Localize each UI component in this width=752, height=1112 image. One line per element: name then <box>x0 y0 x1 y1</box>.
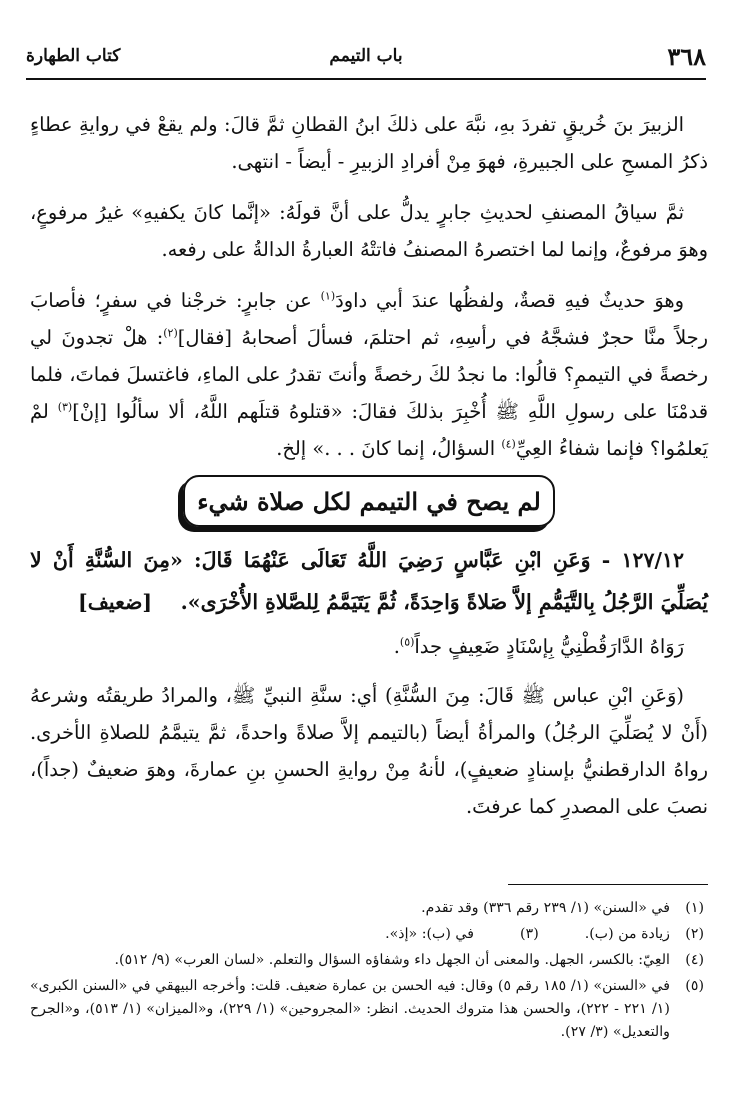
footnote-ref: (٤) <box>501 437 516 451</box>
footnote-ref: (٢) <box>163 326 178 340</box>
paragraph-3: وهوَ حديثٌ فيهِ قصةٌ، ولفظُها عندَ أبي داودَ$^{(١)}$ عن جابرٍ: خرجْنا في سفرٍ؛ فأصابَ رجلاً منَّا حجرٌ فشجَّهُ في رأسِهِ، ثم احتلمَ، فسألَ أصحابهُ [فقال]$^{(٢)}$: هلْ تجدونَ لي رخصةً في التيممِ؟ قالُوا: ما نجدُ لكَ رخصةً وأنتَ تقدرُ على الماءِ، فاغتسلَ فماتَ، فلما قدمْنَا على رسولِ اللَّهِ ﷺ أُخْبِرَ بذلكَ فقالَ: «قتلوهُ قتلَهم اللَّهُ، ألا سألُوا [إنْ]$^{(٣)}$ لمْ يَعلمُوا؟ فإنما شفاءُ العِيِّ$^{(٤)}$ السؤالُ، إنما كانَ . . .» إلخ. <box>30 289 708 460</box>
footnotes <box>30 897 704 1047</box>
footnote-ref: (١) <box>320 289 336 303</box>
main-text <box>30 106 708 839</box>
page-number: ٣٦٨ <box>667 42 706 71</box>
section-title-box <box>183 475 555 527</box>
commentary: (وَعَنِ ابْنِ عباس ﷺ قَالَ: مِنَ السُّنَّةِ) أي: سنَّةِ النبيِّ ﷺ، والمرادُ طريقتُه وشرعهُ (أَنْ لا يُصَلِّيَ الرجُلُ) والمرأةُ أيضاً (بالتيمم إلاَّ صلاةً واحدةً، ثمَّ يتيمَّمُ للصلاةِ الأخرى. رواهُ الدارقطنيُّ بإسنادٍ ضعيفٍ)، لأنهُ مِنْ روايةِ الحسنِ بنِ عمارةَ، وهوَ ضعيفٌ (جداً)، نصبَ على المصدرِ كما عرفتَ. <box>30 684 708 818</box>
footnote-separator <box>508 884 708 885</box>
paragraph-1: الزبيرَ بنَ خُريقٍ تفردَ بهِ، نبَّهَ على ذلكَ ابنُ القطانِ ثمَّ قالَ: ولم يقعْ في روايةِ عطاءٍ ذكرُ المسحِ على الجبيرةِ، فهوَ مِنْ أفرادِ الزبيرِ - أيضاً - انتهى. <box>30 113 708 173</box>
hadith-text: ١٢٧/١٢ - وَعَنِ ابْنِ عَبَّاسٍ رَضِيَ اللَّهُ تَعَالَى عَنْهُمَا قَالَ: «مِنَ السُّنَّةِ أَنْ لا يُصَلِّيَ الرَّجُلُ بِالتَّيَمُّمِ إلاَّ صَلاةً وَاحِدَةً، ثُمَّ يَتَيَمَّمُ لِلصَّلاةِ الأُخْرَى». [ضعيف] <box>30 548 708 614</box>
chapter-title: باب التيمم <box>329 46 403 66</box>
running-header <box>26 38 706 80</box>
section-title: لم يصح في التيمم لكل صلاة شيء <box>197 486 541 516</box>
footnote-ref: (٣) <box>57 400 73 414</box>
footnote: (٤) العِيّ: بالكسر، الجهل. والمعنى أن الجهل داء وشفاؤه السؤال والتعلم. «لسان العرب» (٩/ ٥١٢). <box>114 952 704 968</box>
book-title: كتاب الطهارة <box>26 46 121 66</box>
paragraph-2: ثمَّ سياقُ المصنفِ لحديثِ جابرٍ يدلُّ على أنَّ قولَهُ: «إنَّما كانَ يكفيهِ» غيرُ مرفوعٍ، وهوَ مرفوعٌ، وإنما لما اختصرهُ المصنفُ فاتتْهُ العبارةُ الدالةُ على رفعه. <box>30 201 708 261</box>
footnote-ref: (٥) <box>399 635 415 649</box>
footnote: (٥) في «السنن» (١/ ١٨٥ رقم ٥) وقال: فيه الحسن بن عمارة ضعيف. قلت: وأخرجه البيهقي في «السنن الكبرى» (١/ ٢٢١ - ٢٢٢)، والحسن هذا متروك الحديث. انظر: «المجروحين» (١/ ٢٢٩)، و«الميزان» (١/ ٥١٣)، و«الجرح والتعديل» (٣/ ٢٧). <box>30 978 704 1040</box>
hadith-grade: [ضعيف] <box>78 590 153 614</box>
footnote: (١) في «السنن» (١/ ٢٣٩ رقم ٣٣٦) وقد تقدم. <box>421 900 704 916</box>
footnote: (٢) زيادة من (ب). (٣) في (ب): «إذ». <box>385 926 704 942</box>
hadith-narration: رَوَاهُ الدَّارَقُطْنِيُّ بِإسْنَادٍ ضَعِيفٍ جداً$^{(٥)}$. <box>393 635 684 658</box>
